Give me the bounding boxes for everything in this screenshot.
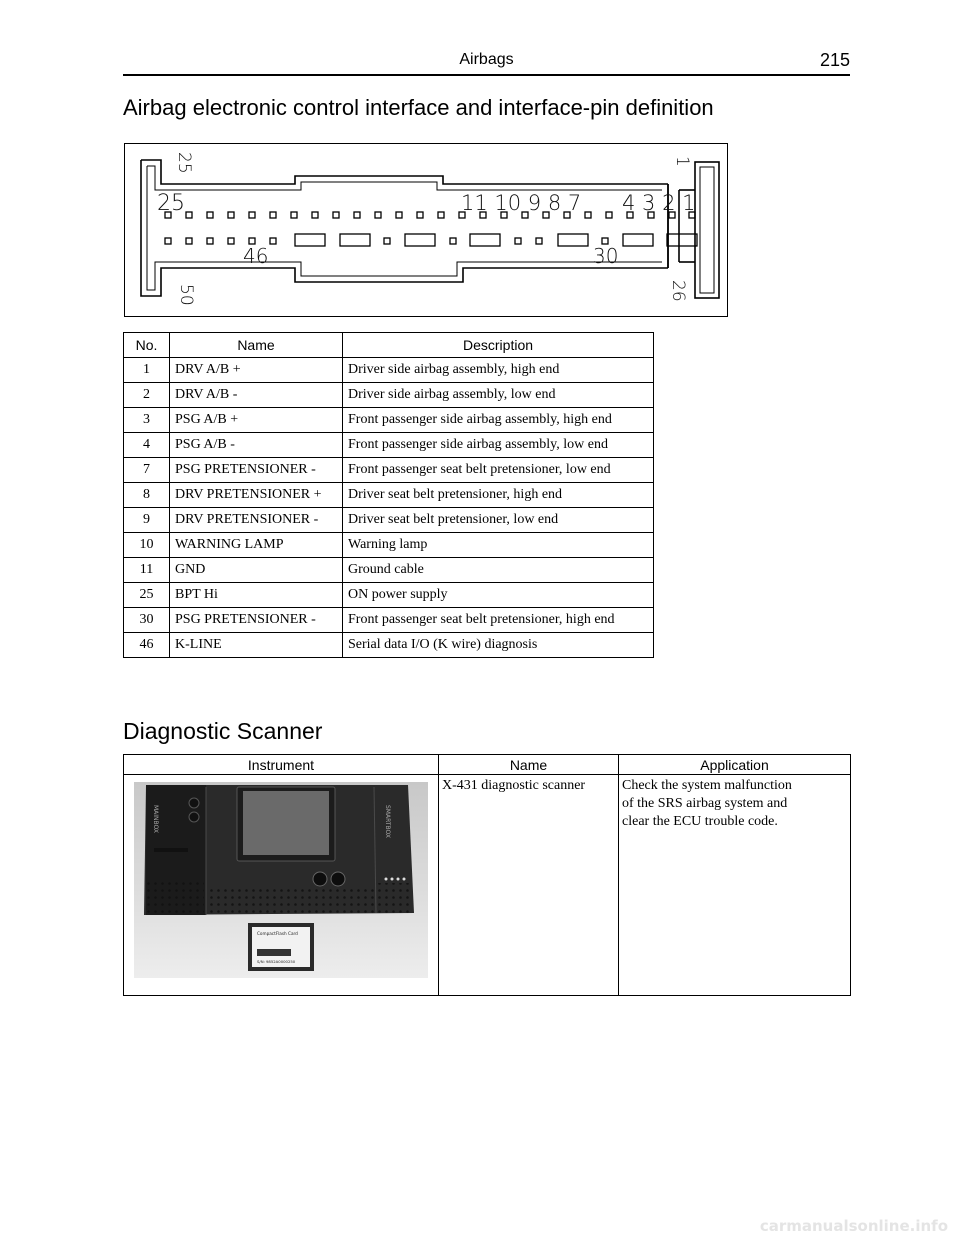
connector-diagram — [124, 143, 728, 317]
scanner-section-title: Diagnostic Scanner — [123, 718, 323, 744]
corner-label-1: 1 — [672, 156, 692, 167]
table-row — [124, 608, 654, 633]
pin-name: K-LINE — [170, 633, 343, 658]
watermark: carmanualsonline.info — [759, 1217, 948, 1235]
table-header-row — [124, 333, 654, 358]
pin-number: 8 — [124, 483, 170, 508]
instrument-name-cell: X-431 diagnostic scanner — [439, 775, 619, 996]
pin-definition-table — [123, 332, 654, 658]
pin-name: DRV A/B - — [170, 383, 343, 408]
pin-description: Serial data I/O (K wire) diagnosis — [343, 633, 654, 658]
card-title-text: CompactFlash Card — [257, 931, 298, 936]
pin-name: WARNING LAMP — [170, 533, 343, 558]
table-header-row — [124, 755, 851, 775]
pin-description: Driver seat belt pretensioner, high end — [343, 483, 654, 508]
pin-number: 46 — [124, 633, 170, 658]
corner-label-25: 25 — [174, 152, 194, 174]
table-row — [124, 558, 654, 583]
table-row — [124, 408, 654, 433]
column-header-instrument: Instrument — [124, 755, 439, 775]
table-row — [124, 633, 654, 658]
table-row — [124, 583, 654, 608]
pin-description: Front passenger side airbag assembly, high end — [343, 408, 654, 433]
column-header-name: Name — [439, 755, 619, 775]
pin-description: Ground cable — [343, 558, 654, 583]
corner-label-50: 50 — [176, 284, 196, 306]
page-header — [123, 50, 850, 76]
pin-description: Front passenger seat belt pretensioner, low end — [343, 458, 654, 483]
brand-label-left: MAINBOX — [152, 805, 159, 833]
brand-label-right: SMARTBOX — [384, 805, 391, 838]
table-row — [124, 458, 654, 483]
table-row — [124, 775, 851, 996]
scanner-photo — [124, 775, 439, 995]
column-header-name: Name — [170, 333, 343, 358]
pin-name: PSG A/B - — [170, 433, 343, 458]
column-header-no: No. — [124, 333, 170, 358]
pin-name: DRV A/B + — [170, 358, 343, 383]
pin-name: GND — [170, 558, 343, 583]
table-row — [124, 433, 654, 458]
page-number: 215 — [819, 50, 850, 70]
pin-name: PSG PRETENSIONER - — [170, 458, 343, 483]
pin-number: 2 — [124, 383, 170, 408]
pin-label-30: 30 — [593, 244, 619, 268]
pin-name: PSG A/B + — [170, 408, 343, 433]
pin-number: 9 — [124, 508, 170, 533]
pin-description: Driver side airbag assembly, low end — [343, 383, 654, 408]
application-line: Check the system malfunction — [622, 778, 792, 793]
table-row — [124, 483, 654, 508]
connector-section-title: Airbag electronic control interface and interface-pin definition — [123, 95, 714, 120]
pin-number: 7 — [124, 458, 170, 483]
pin-name: PSG PRETENSIONER - — [170, 608, 343, 633]
pin-label-25: 25 — [157, 191, 185, 216]
pin-number: 11 — [124, 558, 170, 583]
pin-description: Front passenger side airbag assembly, low end — [343, 433, 654, 458]
table-row — [124, 383, 654, 408]
pin-number: 25 — [124, 583, 170, 608]
application-cell — [619, 775, 851, 996]
pin-label-46: 46 — [243, 244, 269, 268]
table-row — [124, 508, 654, 533]
pin-number: 1 — [124, 358, 170, 383]
scanner-table — [123, 754, 851, 996]
instrument-cell — [124, 775, 439, 996]
table-row — [124, 358, 654, 383]
pin-number: 3 — [124, 408, 170, 433]
connector-drawing — [125, 144, 727, 316]
pin-name: DRV PRETENSIONER - — [170, 508, 343, 533]
pin-description: ON power supply — [343, 583, 654, 608]
pin-number: 30 — [124, 608, 170, 633]
pin-label-4-1: 4 3 2 1 — [622, 191, 696, 215]
header-section-title: Airbags — [459, 51, 514, 68]
pin-number: 10 — [124, 533, 170, 558]
pin-number: 4 — [124, 433, 170, 458]
pin-name: DRV PRETENSIONER + — [170, 483, 343, 508]
application-line: of the SRS airbag system and — [622, 796, 788, 811]
card-serial-text: S/N: 9852A0000250 — [257, 959, 296, 964]
pin-name: BPT Hi — [170, 583, 343, 608]
pin-description: Driver side airbag assembly, high end — [343, 358, 654, 383]
table-row — [124, 533, 654, 558]
pin-description: Front passenger seat belt pretensioner, high end — [343, 608, 654, 633]
pin-description: Driver seat belt pretensioner, low end — [343, 508, 654, 533]
corner-label-26: 26 — [668, 280, 688, 302]
column-header-application: Application — [619, 755, 851, 775]
application-line: clear the ECU trouble code. — [622, 814, 778, 829]
pin-label-11-7: 11 10 9 8 7 — [461, 191, 582, 215]
column-header-description: Description — [343, 333, 654, 358]
pin-description: Warning lamp — [343, 533, 654, 558]
